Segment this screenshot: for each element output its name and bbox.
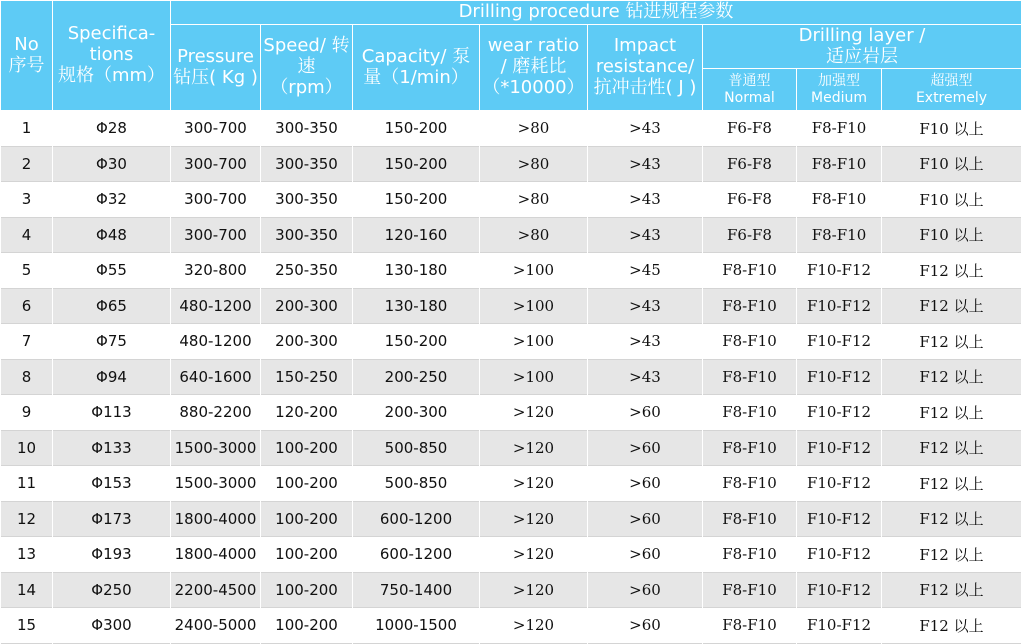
cell-no: 15 [1,608,53,644]
cell-pressure: 300-700 [171,111,261,147]
table-row [1,572,1021,608]
cell-spec: Φ75 [53,324,171,360]
cell-no: 1 [1,111,53,147]
cell-capacity: 200-300 [353,395,480,431]
table-header [1,1,1021,111]
table-row [1,608,1021,644]
cell-layer-normal: F6-F8 [703,217,797,253]
cell-layer-extreme: F12 以上 [882,537,1021,573]
cell-no: 13 [1,537,53,573]
header-no [1,1,53,111]
table-row [1,359,1021,395]
cell-layer-medium: F10-F12 [797,466,882,502]
cell-wear-ratio: >80 [480,182,588,218]
cell-pressure: 1500-3000 [171,466,261,502]
cell-capacity: 600-1200 [353,537,480,573]
header-layer-en: Drilling layer / [703,26,1021,47]
cell-no: 2 [1,146,53,182]
cell-speed: 300-350 [261,182,353,218]
cell-wear-ratio: >100 [480,324,588,360]
cell-impact: >60 [588,572,703,608]
cell-speed: 200-300 [261,288,353,324]
cell-no: 6 [1,288,53,324]
cell-pressure: 320-800 [171,253,261,289]
cell-spec: Φ300 [53,608,171,644]
cell-layer-normal: F8-F10 [703,430,797,466]
cell-impact: >43 [588,182,703,218]
cell-wear-ratio: >120 [480,430,588,466]
cell-impact: >43 [588,217,703,253]
cell-no: 7 [1,324,53,360]
cell-capacity: 120-160 [353,217,480,253]
cell-impact: >60 [588,608,703,644]
cell-speed: 200-300 [261,324,353,360]
header-wear [480,25,588,111]
cell-layer-extreme: F10 以上 [882,146,1021,182]
cell-speed: 100-200 [261,501,353,537]
cell-layer-normal: F8-F10 [703,501,797,537]
cell-pressure: 1800-4000 [171,501,261,537]
table-row [1,182,1021,218]
cell-impact: >43 [588,146,703,182]
table-row [1,253,1021,289]
cell-capacity: 150-200 [353,324,480,360]
cell-spec: Φ55 [53,253,171,289]
cell-pressure: 480-1200 [171,324,261,360]
header-impact-line3: 抗冲击性( J ) [588,78,702,99]
cell-pressure: 1800-4000 [171,537,261,573]
header-medium-zh: 加强型 [797,73,881,89]
cell-wear-ratio: >120 [480,466,588,502]
header-impact [588,25,703,111]
header-speed [261,25,353,111]
header-pressure-en: Pressure [171,47,260,68]
cell-impact: >43 [588,359,703,395]
header-speed-line1: Speed/ 转速 [261,36,352,77]
cell-no: 3 [1,182,53,218]
cell-layer-medium: F10-F12 [797,572,882,608]
cell-speed: 100-200 [261,572,353,608]
cell-layer-normal: F8-F10 [703,608,797,644]
header-spec-line3: 规格（mm） [53,66,170,87]
header-wear-line1: wear ratio [480,36,587,57]
cell-wear-ratio: >120 [480,537,588,573]
cell-pressure: 2400-5000 [171,608,261,644]
cell-no: 5 [1,253,53,289]
cell-no: 4 [1,217,53,253]
header-pressure-zh: 钻压( Kg ) [171,68,260,89]
cell-layer-extreme: F12 以上 [882,608,1021,644]
cell-capacity: 500-850 [353,430,480,466]
cell-capacity: 150-200 [353,111,480,147]
cell-no: 9 [1,395,53,431]
cell-layer-normal: F8-F10 [703,359,797,395]
cell-layer-extreme: F12 以上 [882,572,1021,608]
header-wear-line2: / 磨耗比 [480,57,587,78]
cell-capacity: 130-180 [353,253,480,289]
header-layer-zh: 适应岩层 [703,47,1021,68]
cell-capacity: 150-200 [353,146,480,182]
cell-no: 10 [1,430,53,466]
header-extreme [882,69,1021,111]
cell-spec: Φ250 [53,572,171,608]
cell-no: 11 [1,466,53,502]
cell-spec: Φ133 [53,430,171,466]
cell-pressure: 1500-3000 [171,430,261,466]
cell-pressure: 300-700 [171,146,261,182]
cell-wear-ratio: >120 [480,501,588,537]
cell-speed: 300-350 [261,146,353,182]
cell-capacity: 1000-1500 [353,608,480,644]
cell-wear-ratio: >120 [480,572,588,608]
cell-layer-medium: F10-F12 [797,395,882,431]
cell-pressure: 640-1600 [171,359,261,395]
cell-impact: >60 [588,395,703,431]
cell-spec: Φ94 [53,359,171,395]
table-row [1,111,1021,147]
cell-pressure: 2200-4500 [171,572,261,608]
cell-spec: Φ153 [53,466,171,502]
cell-capacity: 150-200 [353,182,480,218]
cell-pressure: 880-2200 [171,395,261,431]
cell-impact: >60 [588,466,703,502]
header-normal-zh: 普通型 [703,73,796,89]
header-impact-line2: resistance/ [588,57,702,78]
header-pressure [171,25,261,111]
cell-impact: >43 [588,111,703,147]
cell-layer-normal: F8-F10 [703,572,797,608]
header-no-zh: 序号 [1,56,52,77]
cell-wear-ratio: >80 [480,146,588,182]
cell-wear-ratio: >80 [480,111,588,147]
cell-layer-normal: F8-F10 [703,537,797,573]
cell-speed: 100-200 [261,430,353,466]
cell-layer-medium: F10-F12 [797,253,882,289]
cell-capacity: 500-850 [353,466,480,502]
cell-spec: Φ193 [53,537,171,573]
cell-layer-medium: F8-F10 [797,182,882,218]
cell-layer-medium: F10-F12 [797,324,882,360]
header-medium [797,69,882,111]
cell-layer-extreme: F12 以上 [882,324,1021,360]
header-spec-line2: tions [53,45,170,66]
header-normal-en: Normal [703,90,796,106]
cell-layer-normal: F8-F10 [703,395,797,431]
cell-layer-extreme: F12 以上 [882,501,1021,537]
cell-layer-extreme: F12 以上 [882,395,1021,431]
cell-impact: >43 [588,324,703,360]
cell-spec: Φ113 [53,395,171,431]
header-procedure: Drilling procedure 钻进规程参数 [171,1,1021,25]
cell-pressure: 300-700 [171,182,261,218]
cell-layer-medium: F10-F12 [797,608,882,644]
table-row [1,430,1021,466]
cell-no: 8 [1,359,53,395]
header-normal [703,69,797,111]
cell-spec: Φ173 [53,501,171,537]
table-row [1,146,1021,182]
cell-speed: 100-200 [261,608,353,644]
header-extreme-en: Extremely [882,90,1021,106]
cell-layer-medium: F10-F12 [797,430,882,466]
cell-layer-normal: F6-F8 [703,182,797,218]
cell-layer-extreme: F12 以上 [882,359,1021,395]
cell-capacity: 130-180 [353,288,480,324]
header-capacity-line2: 量（1/min） [353,68,479,89]
header-extreme-zh: 超强型 [882,73,1021,89]
table-row [1,288,1021,324]
cell-layer-extreme: F12 以上 [882,430,1021,466]
header-no-en: No [1,35,52,56]
cell-pressure: 480-1200 [171,288,261,324]
table-row [1,324,1021,360]
cell-impact: >43 [588,288,703,324]
cell-wear-ratio: >100 [480,253,588,289]
cell-spec: Φ32 [53,182,171,218]
table-row [1,466,1021,502]
cell-no: 14 [1,572,53,608]
cell-layer-normal: F8-F10 [703,288,797,324]
cell-speed: 300-350 [261,217,353,253]
cell-layer-extreme: F12 以上 [882,466,1021,502]
header-impact-line1: Impact [588,36,702,57]
cell-speed: 250-350 [261,253,353,289]
cell-layer-medium: F8-F10 [797,111,882,147]
cell-spec: Φ28 [53,111,171,147]
cell-speed: 100-200 [261,537,353,573]
cell-capacity: 200-250 [353,359,480,395]
cell-speed: 120-200 [261,395,353,431]
table-row [1,395,1021,431]
cell-wear-ratio: >120 [480,608,588,644]
header-spec-line1: Specifica- [53,24,170,45]
header-speed-line2: （rpm） [261,78,352,99]
cell-no: 12 [1,501,53,537]
cell-spec: Φ65 [53,288,171,324]
header-spec [53,1,171,111]
cell-impact: >60 [588,501,703,537]
cell-layer-medium: F10-F12 [797,501,882,537]
cell-layer-medium: F10-F12 [797,537,882,573]
cell-layer-extreme: F10 以上 [882,217,1021,253]
cell-layer-normal: F8-F10 [703,324,797,360]
cell-layer-extreme: F10 以上 [882,111,1021,147]
cell-pressure: 300-700 [171,217,261,253]
cell-wear-ratio: >100 [480,288,588,324]
table-row [1,501,1021,537]
cell-layer-extreme: F10 以上 [882,182,1021,218]
table-row [1,537,1021,573]
cell-capacity: 600-1200 [353,501,480,537]
cell-layer-medium: F10-F12 [797,288,882,324]
cell-impact: >60 [588,537,703,573]
cell-speed: 300-350 [261,111,353,147]
cell-layer-medium: F8-F10 [797,146,882,182]
cell-layer-extreme: F12 以上 [882,253,1021,289]
cell-speed: 100-200 [261,466,353,502]
cell-layer-medium: F8-F10 [797,217,882,253]
header-capacity [353,25,480,111]
cell-layer-medium: F10-F12 [797,359,882,395]
cell-wear-ratio: >80 [480,217,588,253]
table-body [1,111,1021,644]
cell-spec: Φ48 [53,217,171,253]
header-layer [703,25,1021,69]
cell-capacity: 750-1400 [353,572,480,608]
cell-impact: >45 [588,253,703,289]
cell-impact: >60 [588,430,703,466]
header-medium-en: Medium [797,90,881,106]
cell-layer-normal: F8-F10 [703,253,797,289]
table-row [1,217,1021,253]
cell-layer-normal: F8-F10 [703,466,797,502]
header-wear-line3: （*10000） [480,78,587,99]
cell-layer-normal: F6-F8 [703,146,797,182]
cell-wear-ratio: >100 [480,359,588,395]
cell-layer-extreme: F12 以上 [882,288,1021,324]
header-capacity-line1: Capacity/ 泵 [353,47,479,68]
cell-spec: Φ30 [53,146,171,182]
cell-layer-normal: F6-F8 [703,111,797,147]
cell-speed: 150-250 [261,359,353,395]
cell-wear-ratio: >120 [480,395,588,431]
